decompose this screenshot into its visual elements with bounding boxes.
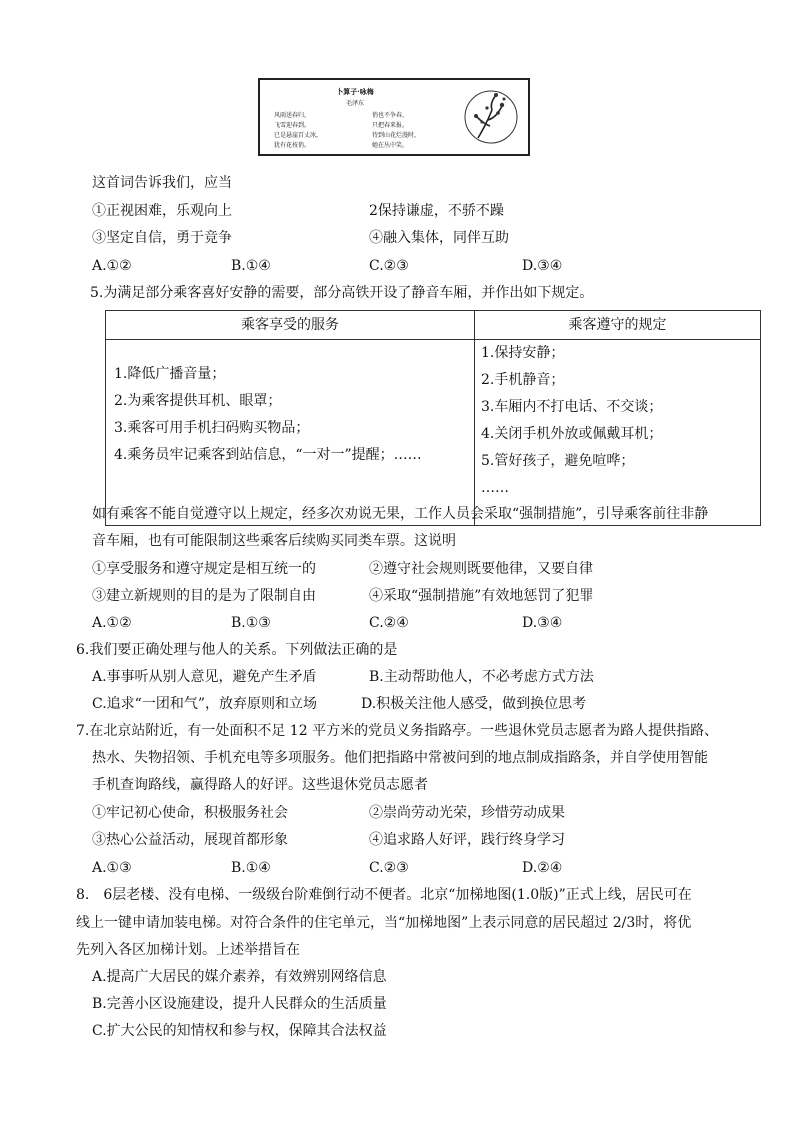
q8-line-2: 线上一键申请加装电梯。对符合条件的住宅单元，当“加梯地图”上表示同意的居民超过 2/3时，将优 [76, 915, 692, 931]
q5-choice-d: D.③④ [522, 615, 563, 631]
q7-line-2: 热水、失物招领、手机充电等多项服务。他们把指路中常被问到的地点制成指路条，并自学使用智能 [92, 750, 708, 766]
q7-option-3: ③热心公益活动，展现首都形象 [92, 832, 288, 848]
service-item: 2.为乘客提供耳机、眼罩； [114, 393, 282, 409]
q5-choice-a: A.①② [92, 615, 132, 631]
q5-paragraph-line-1: 如有乘客不能自觉遵守以上规定，经多次劝说无果，工作人员会采取“强制措施”，引导乘客前往非静 [92, 506, 709, 522]
q7-option-4: ④追求路人好评，践行终身学习 [369, 832, 565, 848]
service-item: 4.乘务员牢记乘客到站信息，“一对一”提醒；…… [114, 447, 422, 463]
q5-option-2: ②遵守社会规则既要他律，又要自律 [369, 561, 593, 577]
q8-choice-c: C.扩大公民的知情权和参与权，保障其合法权益 [92, 1023, 387, 1039]
q4-option-3: ③坚定自信，勇于竞争 [92, 230, 232, 246]
q6-choice-d: D.积极关注他人感受，做到换位思考 [361, 696, 587, 712]
q4-choice-c: C.②③ [369, 258, 409, 274]
q6-choice-b: B.主动帮助他人，不必考虑方式方法 [369, 669, 594, 685]
q7-choice-c: C.②③ [369, 860, 409, 876]
q4-option-4: ④融入集体，同伴互助 [369, 230, 509, 246]
poem-line: 已是悬崖百丈冰， [274, 132, 323, 139]
poem-line: 俏也不争春， [372, 112, 409, 119]
q8-line-3: 先列入各区加梯计划。上述举措旨在 [76, 942, 300, 958]
q7-choice-a: A.①③ [92, 860, 132, 876]
q5-choice-b: B.①③ [231, 615, 271, 631]
q7-line-3: 手机查询路线，赢得路人的好评。这些退休党员志愿者 [92, 777, 428, 793]
service-item: 1.降低广播音量； [114, 366, 226, 382]
q4-choice-a: A.①② [92, 258, 132, 274]
poem-line: 飞雪迎春到。 [274, 122, 311, 129]
q7-option-2: ②崇尚劳动光荣，珍惜劳动成果 [369, 805, 565, 821]
q6-choice-a: A.事事听从别人意见，避免产生矛盾 [92, 669, 317, 685]
plum-blossom-drawing [460, 86, 522, 148]
q4-option-2: 2保持谦虚，不骄不躁 [369, 203, 504, 219]
table-header-rules: 乘客遵守的规定 [475, 311, 761, 340]
q8-choice-b: B.完善小区设施建设，提升人民群众的生活质量 [92, 996, 387, 1012]
poem-line: 犹有花枝俏。 [274, 142, 311, 149]
table-header-services: 乘客享受的服务 [106, 311, 475, 340]
services-cell [106, 340, 475, 526]
q7-choice-b: B.①④ [231, 860, 271, 876]
poem-line: 待到山花烂漫时， [372, 132, 421, 139]
poem-line: 只把春来报。 [372, 122, 409, 129]
q4-choice-d: D.③④ [522, 258, 563, 274]
q5-option-1: ①享受服务和遵守规定是相互统一的 [92, 561, 316, 577]
poem-image [258, 78, 530, 156]
service-item: 3.乘客可用手机扫码购买物品； [114, 420, 310, 436]
q4-choice-b: B.①④ [231, 258, 271, 274]
rule-item: …… [481, 480, 509, 496]
q7-option-1: ①牢记初心使命，积极服务社会 [92, 805, 288, 821]
poem-title: 卜算子·咏梅 [336, 87, 374, 96]
q5-choice-c: C.②④ [369, 615, 409, 631]
poem-line: 风雨送春归， [274, 112, 311, 119]
q7-line-1: 7.在北京站附近，有一处面积不足 12 平方米的党员义务指路亭。一些退休党员志愿者为路人提供指路、 [76, 723, 719, 739]
rule-item: 3.车厢内不打电话、不交谈； [481, 399, 663, 415]
q8-line-1: 8. 6层老楼、没有电梯、一级级台阶难倒行动不便者。北京“加梯地图(1.0版)”正式上线，居民可在 [76, 887, 692, 903]
q6-choice-c: C.追求“一团和气”，放弃原则和立场 [92, 696, 317, 712]
q7-choice-d: D.②④ [522, 860, 563, 876]
rule-item: 5.管好孩子，避免喧哗； [481, 453, 635, 469]
rules-cell [475, 340, 761, 526]
rule-item: 1.保持安静； [481, 345, 565, 361]
q8-choice-a: A.提高广大居民的媒介素养，有效辨别网络信息 [92, 969, 387, 985]
q4-option-1: ①正视困难，乐观向上 [92, 203, 232, 219]
q4-stem: 这首词告诉我们，应当 [92, 175, 232, 191]
q5-option-3: ③建立新规则的目的是为了限制自由 [92, 588, 316, 604]
poem-line: 她在丛中笑。 [372, 142, 409, 149]
quiet-car-rules-table [105, 310, 761, 526]
rule-item: 4.关闭手机外放或佩戴耳机； [481, 426, 663, 442]
q6-stem: 6.我们要正确处理与他人的关系。下列做法正确的是 [76, 642, 398, 658]
poem-author: 毛泽东 [345, 100, 364, 107]
q5-paragraph-line-2: 音车厢，也有可能限制这些乘客后续购买同类车票。这说明 [92, 533, 456, 549]
q5-option-4: ④采取“强制措施”有效地惩罚了犯罪 [369, 588, 594, 604]
q5-stem: 5.为满足部分乘客喜好安静的需要，部分高铁开设了静音车厢，并作出如下规定。 [90, 285, 594, 301]
rule-item: 2.手机静音； [481, 372, 565, 388]
